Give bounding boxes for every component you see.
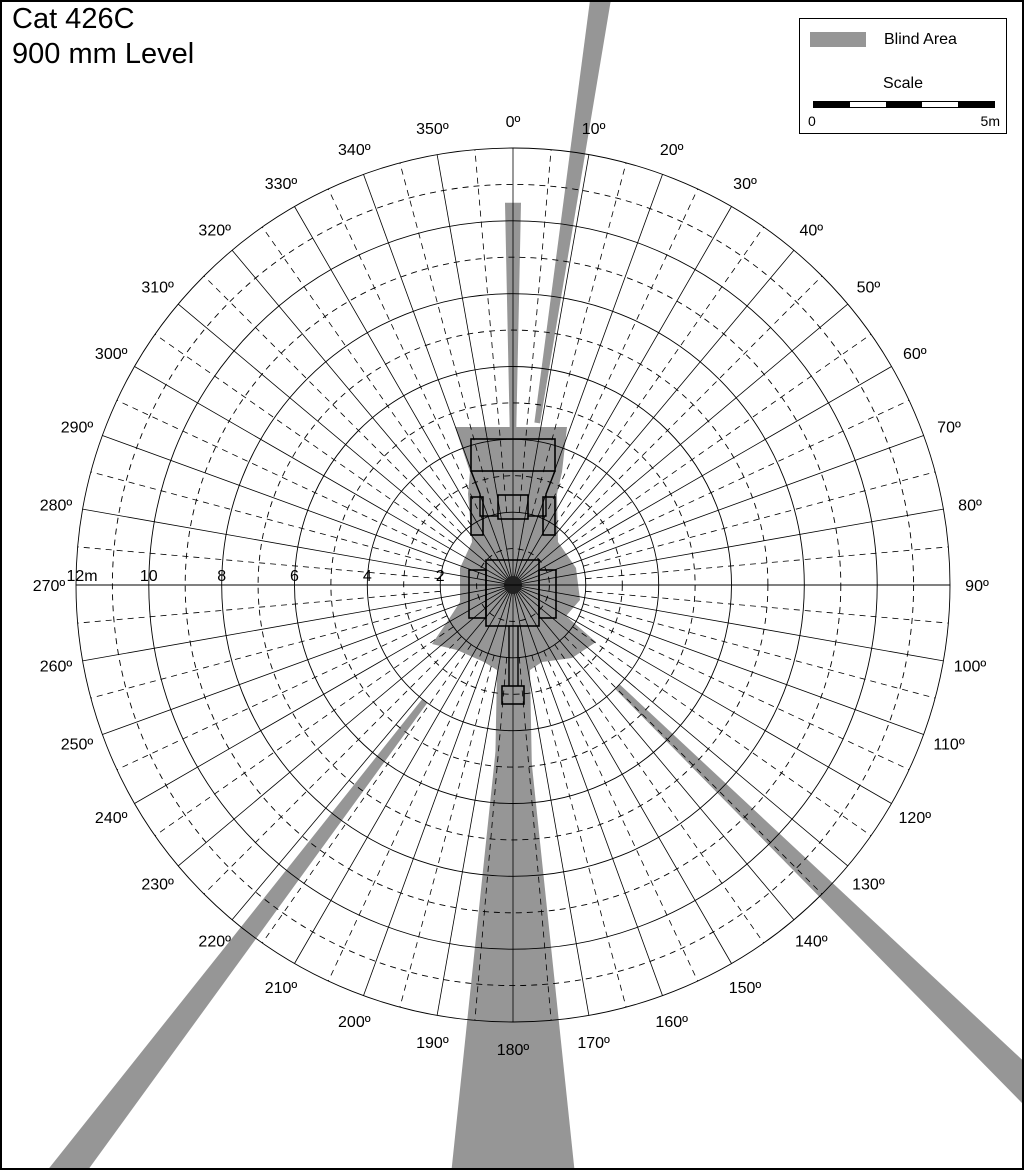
angle-label-210: 210º	[264, 979, 298, 997]
spoke-315deg	[204, 276, 462, 534]
blind-area-label: Blind Area	[884, 31, 957, 48]
spoke-300deg	[135, 367, 514, 586]
angle-label-180: 180º	[496, 1042, 530, 1059]
blind-area-swatch	[810, 32, 866, 47]
spoke-330deg	[295, 207, 514, 586]
chart-title-model: Cat 426C	[12, 3, 135, 35]
angle-label-40: 40º	[799, 222, 824, 240]
angle-label-80: 80º	[958, 497, 982, 515]
angle-label-70: 70º	[937, 419, 961, 437]
spoke-70deg	[513, 436, 924, 586]
scale-title: Scale	[882, 75, 924, 92]
spoke-285deg	[91, 472, 443, 566]
spoke-290deg	[102, 436, 513, 586]
legend-box	[799, 18, 1007, 134]
blind-area-ray-3	[615, 684, 1022, 1168]
angle-label-150: 150º	[728, 979, 762, 997]
blind-area-ray-1	[534, 2, 760, 423]
radial-tick-2m: 2	[435, 568, 445, 585]
angle-label-280: 280º	[39, 497, 73, 515]
angle-label-60: 60º	[902, 346, 927, 363]
angle-label-170: 170º	[577, 1035, 610, 1052]
angle-label-50: 50º	[856, 279, 881, 297]
angle-label-290: 290º	[60, 419, 94, 437]
angle-label-90: 90º	[965, 578, 989, 595]
angle-label-240: 240º	[94, 810, 128, 827]
angle-label-300: 300º	[94, 346, 128, 363]
radial-tick-8m: 8	[217, 568, 227, 585]
angle-label-30: 30º	[733, 176, 757, 194]
angle-label-310: 310º	[141, 279, 174, 297]
blind-area-near-machine	[432, 427, 596, 774]
angle-label-130: 130º	[852, 876, 885, 894]
angle-label-200: 200º	[338, 1014, 371, 1031]
scale-bar	[813, 101, 995, 108]
angle-label-270: 270º	[32, 578, 66, 595]
angle-label-230: 230º	[141, 876, 174, 894]
angle-label-320: 320º	[198, 222, 231, 240]
angle-label-140: 140º	[795, 933, 828, 951]
spoke-30deg	[513, 207, 732, 586]
spoke-80deg	[513, 509, 943, 585]
angle-label-120: 120º	[898, 810, 932, 827]
spoke-240deg	[135, 585, 514, 804]
angle-label-330: 330º	[264, 176, 298, 194]
spoke-225deg	[204, 637, 462, 895]
spoke-235deg	[155, 627, 453, 836]
spoke-60deg	[513, 367, 892, 586]
radial-tick-6m: 6	[290, 568, 299, 585]
spoke-340deg	[364, 174, 514, 585]
spoke-305deg	[155, 334, 453, 543]
angle-label-20: 20º	[659, 142, 684, 159]
chart-title-level: 900 mm Level	[12, 38, 195, 70]
angle-label-350: 350º	[416, 121, 449, 138]
scale-max-label: 5m	[980, 113, 1000, 129]
angle-label-190: 190º	[416, 1035, 449, 1052]
radial-tick-10m: 10	[139, 568, 158, 585]
angle-label-250: 250º	[60, 736, 94, 754]
angle-label-100: 100º	[953, 658, 987, 676]
angle-label-0: 0º	[505, 114, 521, 131]
angle-label-110: 110º	[933, 736, 965, 754]
angle-label-10: 10º	[581, 121, 606, 138]
angle-label-220: 220º	[198, 933, 231, 951]
spoke-255deg	[91, 604, 443, 698]
angle-label-260: 260º	[39, 658, 73, 676]
angle-label-340: 340º	[338, 142, 371, 159]
spoke-110deg	[513, 585, 924, 735]
spoke-20deg	[513, 174, 663, 585]
scale-min-label: 0	[808, 113, 816, 129]
polar-visibility-chart	[2, 2, 1022, 1168]
angle-label-160: 160º	[655, 1014, 688, 1031]
radial-tick-4m: 4	[362, 568, 372, 585]
radial-tick-12m: 12m	[66, 568, 98, 585]
spoke-250deg	[102, 585, 513, 735]
